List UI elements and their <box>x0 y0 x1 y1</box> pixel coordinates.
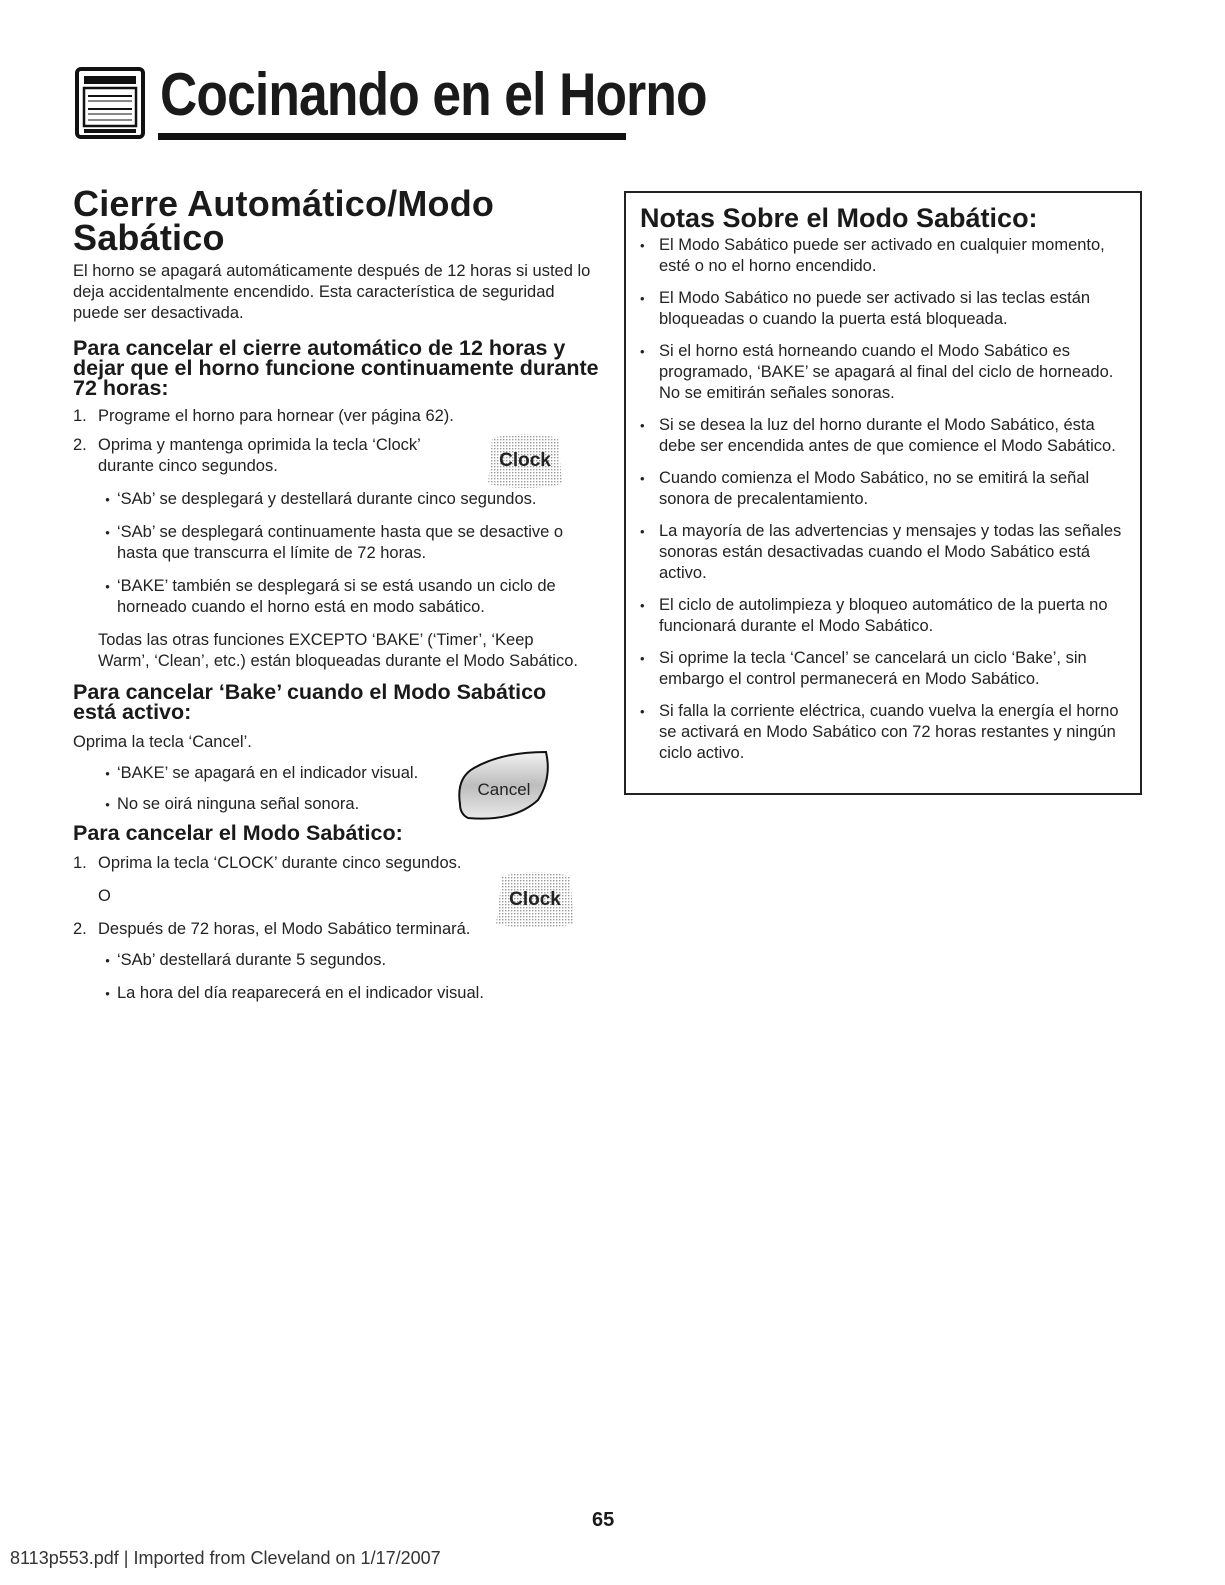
bullet-icon: • <box>105 797 110 812</box>
bullet-icon: • <box>640 291 645 306</box>
note-item: • El Modo Sabático puede ser activado en cualquier momento, esté o no el horno encendido. <box>640 236 1105 275</box>
bullet-icon: • <box>105 953 110 968</box>
bullet-icon: • <box>640 651 645 666</box>
step-1-text: Programe el horno para hornear (ver página 62). <box>98 407 454 425</box>
intro-text: El horno se apagará automáticamente después de 12 horas si usted lo deja accidentalmente encendido. Esta característica de seguridad puede ser desactivada. <box>73 262 591 322</box>
subheading-cancel-bake: Para cancelar ‘Bake’ cuando el Modo Sabático está activo: <box>73 680 547 724</box>
step-2: 2. Después de 72 horas, el Modo Sabático terminará. <box>73 920 471 938</box>
subheading-cancel-12h: Para cancelar el cierre automático de 12 horas y dejar que el horno funcione continuamente durante 72 horas: <box>73 336 599 400</box>
title-rule <box>158 133 626 140</box>
note-item: • Si falla la corriente eléctrica, cuando vuelva la energía el horno se activará en Modo Sabático con 72 horas restantes y ningún ciclo activo. <box>640 702 1119 762</box>
list-item: • ‘SAb’ se desplegará continuamente hasta que se desactive o hasta que transcurra el límite de 72 horas. <box>73 522 583 564</box>
note-item: • El ciclo de autolimpieza y bloqueo automático de la puerta no funcionará durante el Modo Sabático. <box>640 596 1108 635</box>
note-item: • Si el horno está horneando cuando el Modo Sabático es programado, ‘BAKE’ se apagará al final del ciclo de horneado. No se emitirán señales sonoras. <box>640 342 1114 402</box>
note-item: • La mayoría de las advertencias y mensajes y todas las señales sonoras están desactivadas cuando el Modo Sabático está activo. <box>640 522 1122 582</box>
footer-import-note: 8113p553.pdf | Imported from Cleveland on 1/17/2007 <box>10 1548 441 1568</box>
bullet-icon: • <box>640 704 645 719</box>
notes-box <box>624 191 1142 795</box>
bullet-icon: • <box>640 471 645 486</box>
list-item: • ‘SAb’ destellará durante 5 segundos. <box>73 950 603 971</box>
clock-key-label: Clock <box>499 450 551 471</box>
step-1: 1. Programe el horno para hornear (ver página 62). <box>73 407 454 425</box>
list-item: • No se oirá ninguna señal sonora. <box>73 794 603 815</box>
list-item: • ‘SAb’ se desplegará y destellará durante cinco segundos. <box>73 489 583 510</box>
oven-icon <box>73 66 147 142</box>
step-2: 2. Oprima y mantenga oprimida la tecla ‘Clock’ durante cinco segundos. <box>73 435 473 477</box>
subheading-cancel-sabbath: Para cancelar el Modo Sabático: <box>73 821 403 845</box>
clock-key-graphic <box>482 430 568 492</box>
clock-key-graphic <box>490 868 580 932</box>
clock-key-label: Clock <box>509 889 561 910</box>
section-title-line1: Cierre Automático/Modo <box>73 183 495 224</box>
bullet-icon: • <box>105 766 110 781</box>
list-item: • ‘BAKE’ se apagará en el indicador visual. <box>73 763 603 784</box>
bullet-icon: • <box>640 524 645 539</box>
note-item: • Si se desea la luz del horno durante el Modo Sabático, ésta debe ser encendida antes de que comience el Modo Sabático. <box>640 416 1116 455</box>
page-number: 65 <box>592 1509 615 1531</box>
chapter-title: Cocinando en el Horno <box>160 61 707 128</box>
bullet-icon: • <box>640 598 645 613</box>
cancel-key-graphic <box>454 748 554 824</box>
bullet-icon: • <box>640 238 645 253</box>
bullet-icon: • <box>640 344 645 359</box>
list-item: • La hora del día reaparecerá en el indicador visual. <box>73 983 603 1004</box>
step-2-text: Oprima y mantenga oprimida la tecla ‘Clock’ durante cinco segundos. <box>98 436 421 475</box>
note-item: • El Modo Sabático no puede ser activado si las teclas están bloqueadas o cuando la puerta está bloqueada. <box>640 289 1091 328</box>
step-1: 1. Oprima la tecla ‘CLOCK’ durante cinco segundos. <box>73 854 462 872</box>
section-title-line2: Sabático <box>73 217 225 258</box>
bullet-icon: • <box>105 986 110 1001</box>
note-item: • Si oprime la tecla ‘Cancel’ se cancelará un ciclo ‘Bake’, sin embargo el control permanecerá en Modo Sabático. <box>640 649 1087 688</box>
cancel-key-label: Cancel <box>477 780 531 799</box>
bullet-icon: • <box>105 525 110 540</box>
bullet-icon: • <box>640 418 645 433</box>
note-item: • Cuando comienza el Modo Sabático, no se emitirá la señal sonora de precalentamiento. <box>640 469 1090 508</box>
bullet-icon: • <box>105 492 110 507</box>
locked-functions-text: Todas las otras funciones EXCEPTO ‘BAKE’ (‘Timer’, ‘Keep Warm’, ‘Clean’, etc.) están bloqueadas durante el Modo Sabático. <box>98 631 578 670</box>
or-text: O <box>98 887 111 905</box>
bullet-icon: • <box>105 579 110 594</box>
list-item: • ‘BAKE’ también se desplegará si se está usando un ciclo de horneado cuando el horno está en modo sabático. <box>73 576 583 618</box>
notes-title: Notas Sobre el Modo Sabático: <box>640 203 1038 233</box>
cancel-instruction: Oprima la tecla ‘Cancel’. <box>73 733 252 751</box>
section-title <box>73 183 603 258</box>
